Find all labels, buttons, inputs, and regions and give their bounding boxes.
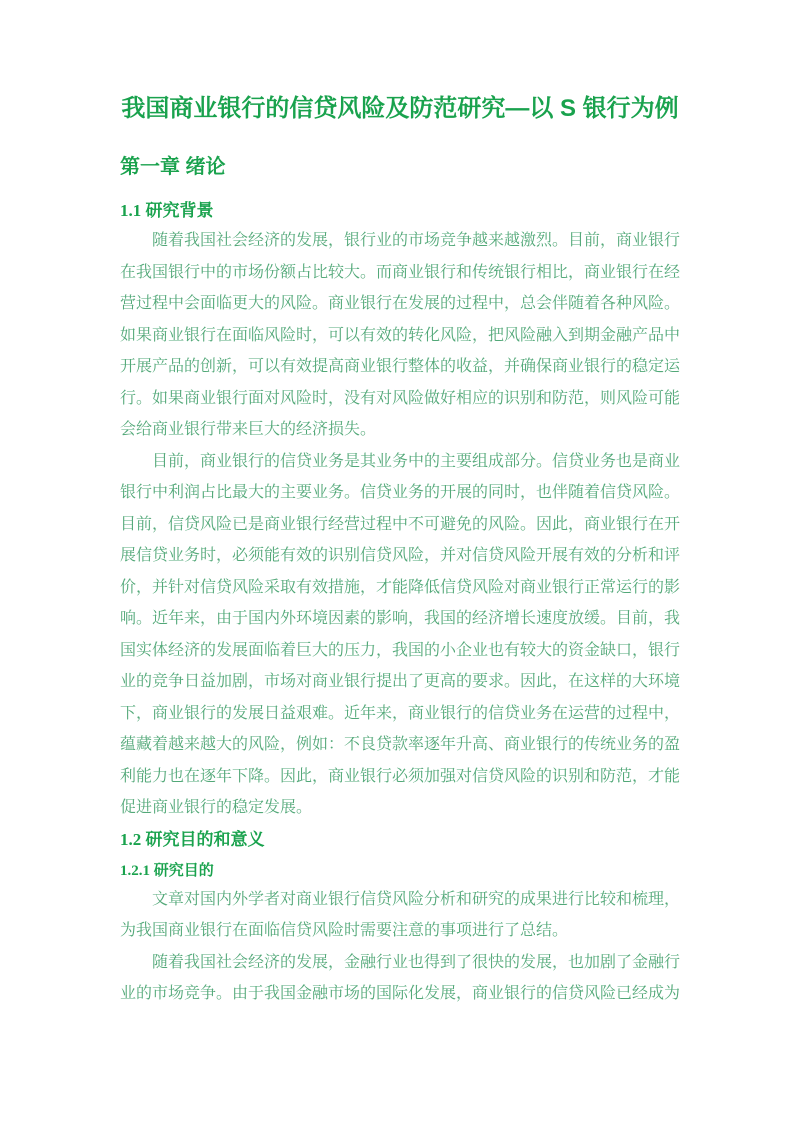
paragraph-research-purpose-1: 文章对国内外学者对商业银行信贷风险分析和研究的成果进行比较和梳理，为我国商业银行在面临信贷风险时需要注意的事项进行了总结。 (120, 890, 681, 939)
document-content (120, 90, 680, 1010)
paragraph-research-background-1: 随着我国社会经济的发展，银行业的市场竞争越来越激烈。目前，商业银行在我国银行中的市场份额占比较大。而商业银行和传统银行相比，商业银行在经营过程中会面临更大的风险。商业银行在发展的过程中，总会伴随着各种风险。如果商业银行在面临风险时，可以有效的转化风险，把风险融入到期金融产品中开展产品的创新，可以有效提高商业银行整体的收益，并确保商业银行的稳定运行。如果商业银行面对风险时，没有对风险做好相应的识别和防范，则风险可能会给商业银行带来巨大的经济损失。 (120, 232, 681, 438)
paragraph-research-background-2: 目前，商业银行的信贷业务是其业务中的主要组成部分。信贷业务也是商业银行中利润占比最大的主要业务。信贷业务的开展的同时，也伴随着信贷风险。目前，信贷风险已是商业银行经营过程中不可避免的风险。因此，商业银行在开展信贷业务时，必须能有效的识别信贷风险，并对信贷风险开展有效的分析和评价，并针对信贷风险采取有效措施，才能降低信贷风险对商业银行正常运行的影响。近年来，由于国内外环境因素的影响，我国的经济增长速度放缓。目前，我国实体经济的发展面临着巨大的压力，我国的小企业也有较大的资金缺口，银行业的竞争日益加剧，市场对商业银行提出了更高的要求。因此，在这样的大环境下，商业银行的发展日益艰难。近年来，商业银行的信贷业务在运营的过程中，蕴藏着越来越大的风险，例如：不良贷款率逐年升高、商业银行的传统业务的盈利能力也在逐年下降。因此，商业银行必须加强对信贷风险的识别和防范，才能促进商业银行的稳定发展。 (120, 452, 681, 816)
chapter-heading: 第一章 绪论 (120, 156, 226, 178)
section-heading-1-1: 1.1 研究背景 (120, 201, 214, 220)
paragraph-research-purpose-2: 随着我国社会经济的发展，金融行业也得到了很快的发展，也加剧了金融行业的市场竞争。由于我国金融市场的国际化发展，商业银行的信贷风险已经成为 (120, 953, 681, 1002)
subsection-heading-1-2-1: 1.2.1 研究目的 (120, 862, 214, 879)
document-title: 我国商业银行的信贷风险及防范研究—以 S 银行为例 (121, 95, 679, 122)
section-heading-1-2: 1.2 研究目的和意义 (120, 829, 265, 849)
